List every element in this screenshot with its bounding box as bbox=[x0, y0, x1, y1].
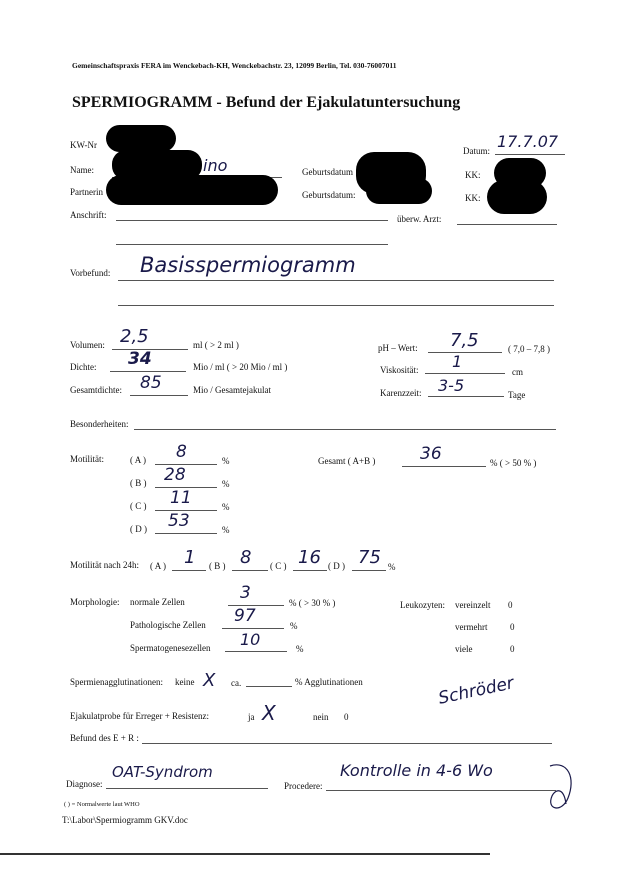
motilitaet24-a-value: 1 bbox=[184, 547, 196, 568]
kk-label: KK: bbox=[465, 170, 481, 180]
morphologie-label: Morphologie: bbox=[70, 597, 120, 607]
motilitaet-c-value: 11 bbox=[170, 488, 192, 508]
vermehrt-label: vermehrt bbox=[455, 622, 488, 632]
kk2-label: KK: bbox=[465, 193, 481, 203]
anschrift-line-2 bbox=[116, 244, 388, 245]
viskositaet-label: Viskosität: bbox=[380, 365, 419, 375]
ph-value: 7,5 bbox=[450, 330, 479, 351]
datum-label: Datum: bbox=[463, 146, 490, 156]
gesamtdichte-unit: Mio / Gesamtejakulat bbox=[193, 385, 271, 395]
motilitaet24-a-label: ( A ) bbox=[150, 561, 167, 571]
vorbefund-label: Vorbefund: bbox=[70, 268, 111, 278]
dichte-label: Dichte: bbox=[70, 362, 97, 372]
motilitaet24-c-label: ( C ) bbox=[270, 561, 287, 571]
motilitaet24-b-value: 8 bbox=[240, 547, 252, 568]
motilitaet-d-pct: % bbox=[222, 525, 230, 535]
gesamtdichte-line bbox=[130, 395, 188, 396]
dichte-line bbox=[110, 371, 186, 372]
page-title: SPERMIOGRAMM - Befund der Ejakulatuntersuchung bbox=[72, 94, 461, 111]
arzt-label: überw. Arzt: bbox=[397, 214, 442, 224]
geburtsdatum2-label: Geburtsdatum: bbox=[302, 190, 356, 200]
viele-label: viele bbox=[455, 644, 473, 654]
motilitaet24-b-label: ( B ) bbox=[209, 561, 226, 571]
procedere-line bbox=[326, 790, 556, 791]
viskositaet-line bbox=[425, 373, 505, 374]
motilitaet-a-value: 8 bbox=[176, 442, 187, 462]
agglutination-pct: % Agglutinationen bbox=[295, 677, 363, 687]
procedere-value: Kontrolle in 4-6 Wo bbox=[340, 761, 493, 780]
motilitaet-c-label: ( C ) bbox=[130, 501, 147, 511]
motilitaet24-label: Motilität nach 24h: bbox=[70, 560, 139, 570]
redaction-kk2 bbox=[487, 180, 547, 214]
befund-er-line bbox=[142, 743, 552, 744]
volumen-value: 2,5 bbox=[120, 326, 149, 347]
kw-label: KW-Nr bbox=[70, 140, 97, 150]
sperma-value: 10 bbox=[240, 630, 261, 649]
name-label: Name: bbox=[70, 165, 94, 175]
motilitaet-a-pct: % bbox=[222, 456, 230, 466]
motilitaet24-d-label: ( D ) bbox=[328, 561, 345, 571]
nein-label: nein bbox=[313, 712, 329, 722]
motilitaet24-pct: % bbox=[388, 562, 396, 572]
diagnose-label: Diagnose: bbox=[66, 779, 103, 789]
normal-value: 3 bbox=[240, 583, 251, 603]
motilitaet-b-label: ( B ) bbox=[130, 478, 147, 488]
ph-label: pH – Wert: bbox=[378, 343, 418, 353]
normal-label: normale Zellen bbox=[130, 597, 185, 607]
dichte-unit: Mio / ml ( > 20 Mio / ml ) bbox=[193, 362, 288, 372]
vermehrt-value: 0 bbox=[510, 622, 515, 632]
ca-line bbox=[246, 686, 292, 687]
normal-ref: % ( > 30 % ) bbox=[289, 598, 336, 608]
karenzzeit-line bbox=[428, 396, 504, 397]
scan-edge-line bbox=[0, 853, 490, 855]
motilitaet24-c-line bbox=[293, 570, 327, 571]
datum-line bbox=[495, 154, 565, 155]
patho-value: 97 bbox=[234, 606, 256, 626]
vereinzelt-value: 0 bbox=[508, 600, 513, 610]
motilitaet-b-value: 28 bbox=[164, 465, 186, 485]
viskositaet-value: 1 bbox=[452, 352, 463, 371]
patho-pct: % bbox=[290, 621, 298, 631]
geburtsdatum-label: Geburtsdatum bbox=[302, 167, 353, 177]
sperma-pct: % bbox=[296, 644, 304, 654]
befund-er-label: Befund des E + R : bbox=[70, 733, 139, 743]
gesamt-value: 36 bbox=[420, 444, 442, 464]
agglutination-label: Spermienagglutinationen: bbox=[70, 677, 163, 687]
volumen-unit: ml ( > 2 ml ) bbox=[193, 340, 239, 350]
karenzzeit-label: Karenzzeit: bbox=[380, 388, 422, 398]
ejakulatprobe-label: Ejakulatprobe für Erreger + Resistenz: bbox=[70, 711, 210, 721]
vereinzelt-label: vereinzelt bbox=[455, 600, 491, 610]
vorbefund-line bbox=[118, 280, 554, 281]
keine-label: keine bbox=[175, 677, 195, 687]
motilitaet24-c-value: 16 bbox=[298, 547, 321, 568]
ja-mark: X bbox=[262, 701, 276, 725]
motilitaet-d-label: ( D ) bbox=[130, 524, 147, 534]
volumen-label: Volumen: bbox=[70, 340, 105, 350]
gesamt-ref: % ( > 50 % ) bbox=[490, 458, 537, 468]
datum-value: 17.7.07 bbox=[497, 132, 559, 151]
footnote: ( ) = Normalwerte laut WHO bbox=[64, 801, 140, 808]
patho-label: Pathologische Zellen bbox=[130, 620, 206, 630]
leukozyten-label: Leukozyten: bbox=[400, 600, 445, 610]
karenzzeit-unit: Tage bbox=[508, 390, 526, 400]
anschrift-label: Anschrift: bbox=[70, 210, 107, 220]
vorbefund-value: Basisspermiogramm bbox=[140, 253, 356, 277]
motilitaet24-d-line bbox=[352, 570, 386, 571]
partnerin-label: Partnerin bbox=[70, 187, 103, 197]
keine-mark: X bbox=[203, 670, 216, 691]
name-value: ino bbox=[203, 156, 228, 175]
ph-line bbox=[428, 352, 502, 353]
gesamtdichte-value: 85 bbox=[140, 373, 162, 393]
gesamtdichte-label: Gesamtdichte: bbox=[70, 385, 122, 395]
practice-header: Gemeinschaftspraxis FERA im Wenckebach-KH, Wenckebachstr. 23, 12099 Berlin, Tel. 030-76007011 bbox=[72, 61, 397, 70]
redaction-kw bbox=[106, 125, 176, 152]
gesamt-line bbox=[402, 466, 486, 467]
procedere-label: Procedere: bbox=[284, 781, 323, 791]
sperma-line bbox=[225, 651, 287, 652]
diagnose-value: OAT-Syndrom bbox=[112, 763, 213, 781]
redaction-geburtsdatum2 bbox=[366, 178, 432, 204]
patho-line bbox=[222, 628, 284, 629]
besonderheiten-line bbox=[134, 429, 556, 430]
arzt-line bbox=[457, 224, 557, 225]
viskositaet-unit: cm bbox=[512, 367, 523, 377]
anschrift-line bbox=[116, 220, 388, 221]
dichte-value: 34 bbox=[128, 349, 152, 369]
gesamt-label: Gesamt ( A+B ) bbox=[318, 456, 376, 466]
diagnose-line bbox=[106, 788, 268, 789]
viele-value: 0 bbox=[510, 644, 515, 654]
filepath: T:\Labor\Spermiogramm GKV.doc bbox=[62, 815, 188, 825]
sperma-label: Spermatogenesezellen bbox=[130, 643, 211, 653]
nein-value: 0 bbox=[344, 712, 349, 722]
vorbefund-line-2 bbox=[118, 305, 554, 306]
procedere-scribble bbox=[538, 758, 578, 818]
ph-ref: ( 7,0 – 7,8 ) bbox=[508, 344, 550, 354]
motilitaet24-b-line bbox=[232, 570, 268, 571]
redaction-partnerin bbox=[106, 175, 278, 205]
motilitaet-a-label: ( A ) bbox=[130, 455, 147, 465]
besonderheiten-label: Besonderheiten: bbox=[70, 419, 129, 429]
motilitaet-d-line bbox=[155, 533, 217, 534]
motilitaet-b-pct: % bbox=[222, 479, 230, 489]
signature: Schröder bbox=[436, 673, 516, 709]
motilitaet24-d-value: 75 bbox=[358, 547, 381, 568]
motilitaet24-a-line bbox=[172, 570, 206, 571]
ca-label: ca. bbox=[231, 678, 242, 688]
karenzzeit-value: 3-5 bbox=[438, 376, 465, 395]
motilitaet-label: Motilität: bbox=[70, 454, 105, 464]
ja-label: ja bbox=[248, 712, 255, 722]
motilitaet-d-value: 53 bbox=[168, 511, 190, 531]
motilitaet-c-pct: % bbox=[222, 502, 230, 512]
